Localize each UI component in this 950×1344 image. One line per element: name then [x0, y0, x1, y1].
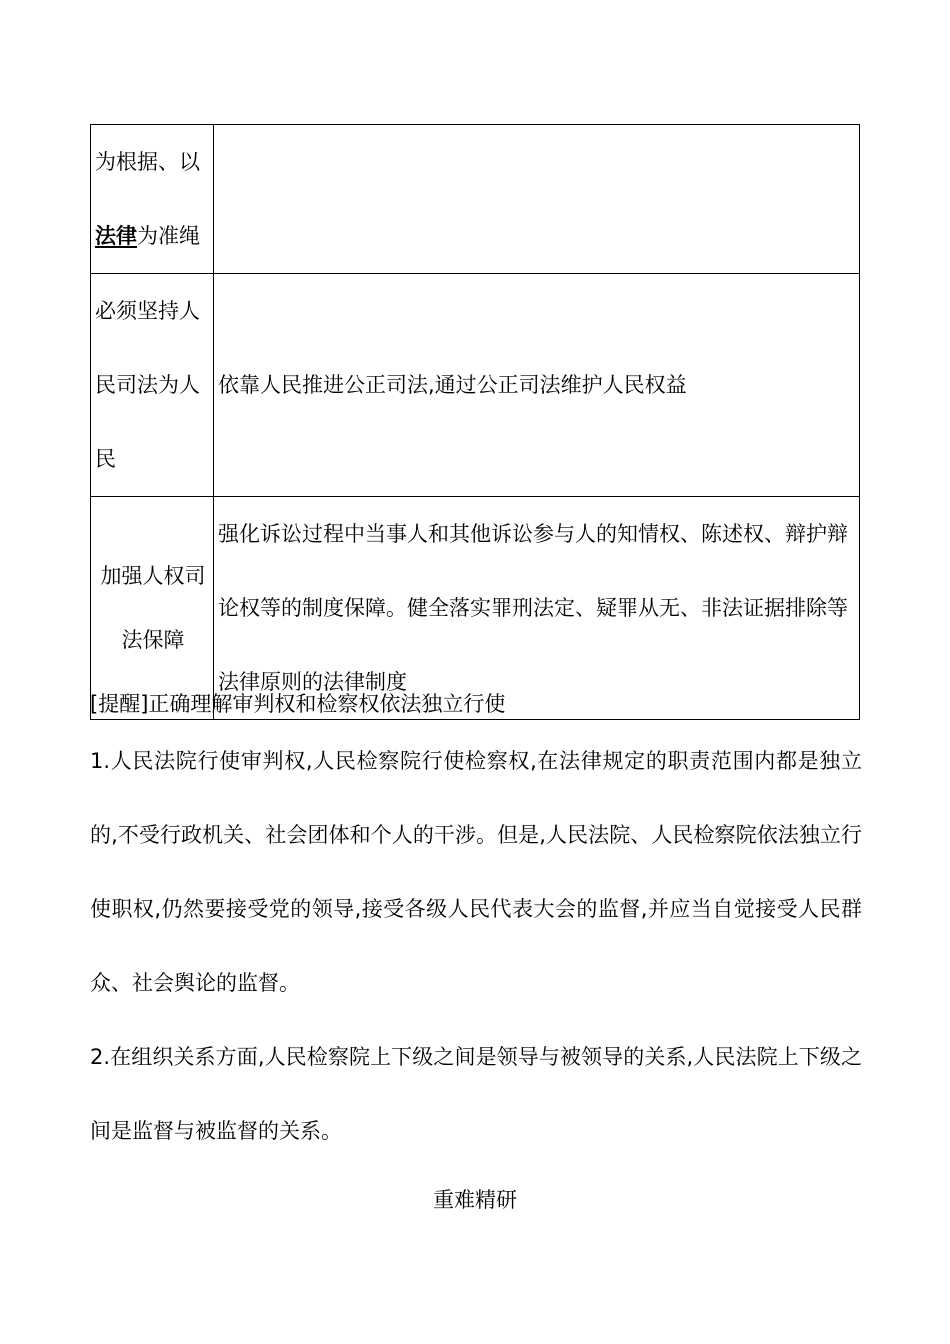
paragraph-2: 2.在组织关系方面,人民检察院上下级之间是领导与被领导的关系,人民法院上下级之间是监督与被监督的关系。 — [90, 1045, 862, 1143]
principles-table — [90, 124, 860, 720]
table-cell-left: 加强人权司法保障 — [91, 497, 214, 720]
cell-text: 为准绳 — [137, 224, 200, 248]
table-cell-left: 必须坚持人民司法为人民 — [91, 274, 214, 497]
emphasis-text: 法律 — [95, 224, 137, 248]
table-cell-left — [91, 125, 214, 274]
reminder-heading: [提醒]正确理解审判权和检察权依法独立行使 — [90, 692, 506, 716]
notes-section — [90, 684, 862, 1168]
table-row — [91, 125, 860, 274]
table-cell-right: 强化诉讼过程中当事人和其他诉讼参与人的知情权、陈述权、辩护辩论权等的制度保障。健全落实罪刑法定、疑罪从无、非法证据排除等法律原则的法律制度 — [214, 497, 860, 720]
paragraph-1: 1.人民法院行使审判权,人民检察院行使检察权,在法律规定的职责范围内都是独立的,不受行政机关、社会团体和个人的干涉。但是,人民法院、人民检察院依法独立行使职权,仍然要接受党的领导,接受各级人民代表大会的监督,并应当自觉接受人民群众、社会舆论的监督。 — [90, 749, 862, 995]
table-cell-right: 依靠人民推进公正司法,通过公正司法维护人民权益 — [214, 274, 860, 497]
section-heading: 重难精研 — [433, 1188, 517, 1212]
cell-text: 为根据、以 — [95, 150, 200, 174]
table-row — [91, 274, 860, 497]
table-cell-right — [214, 125, 860, 274]
